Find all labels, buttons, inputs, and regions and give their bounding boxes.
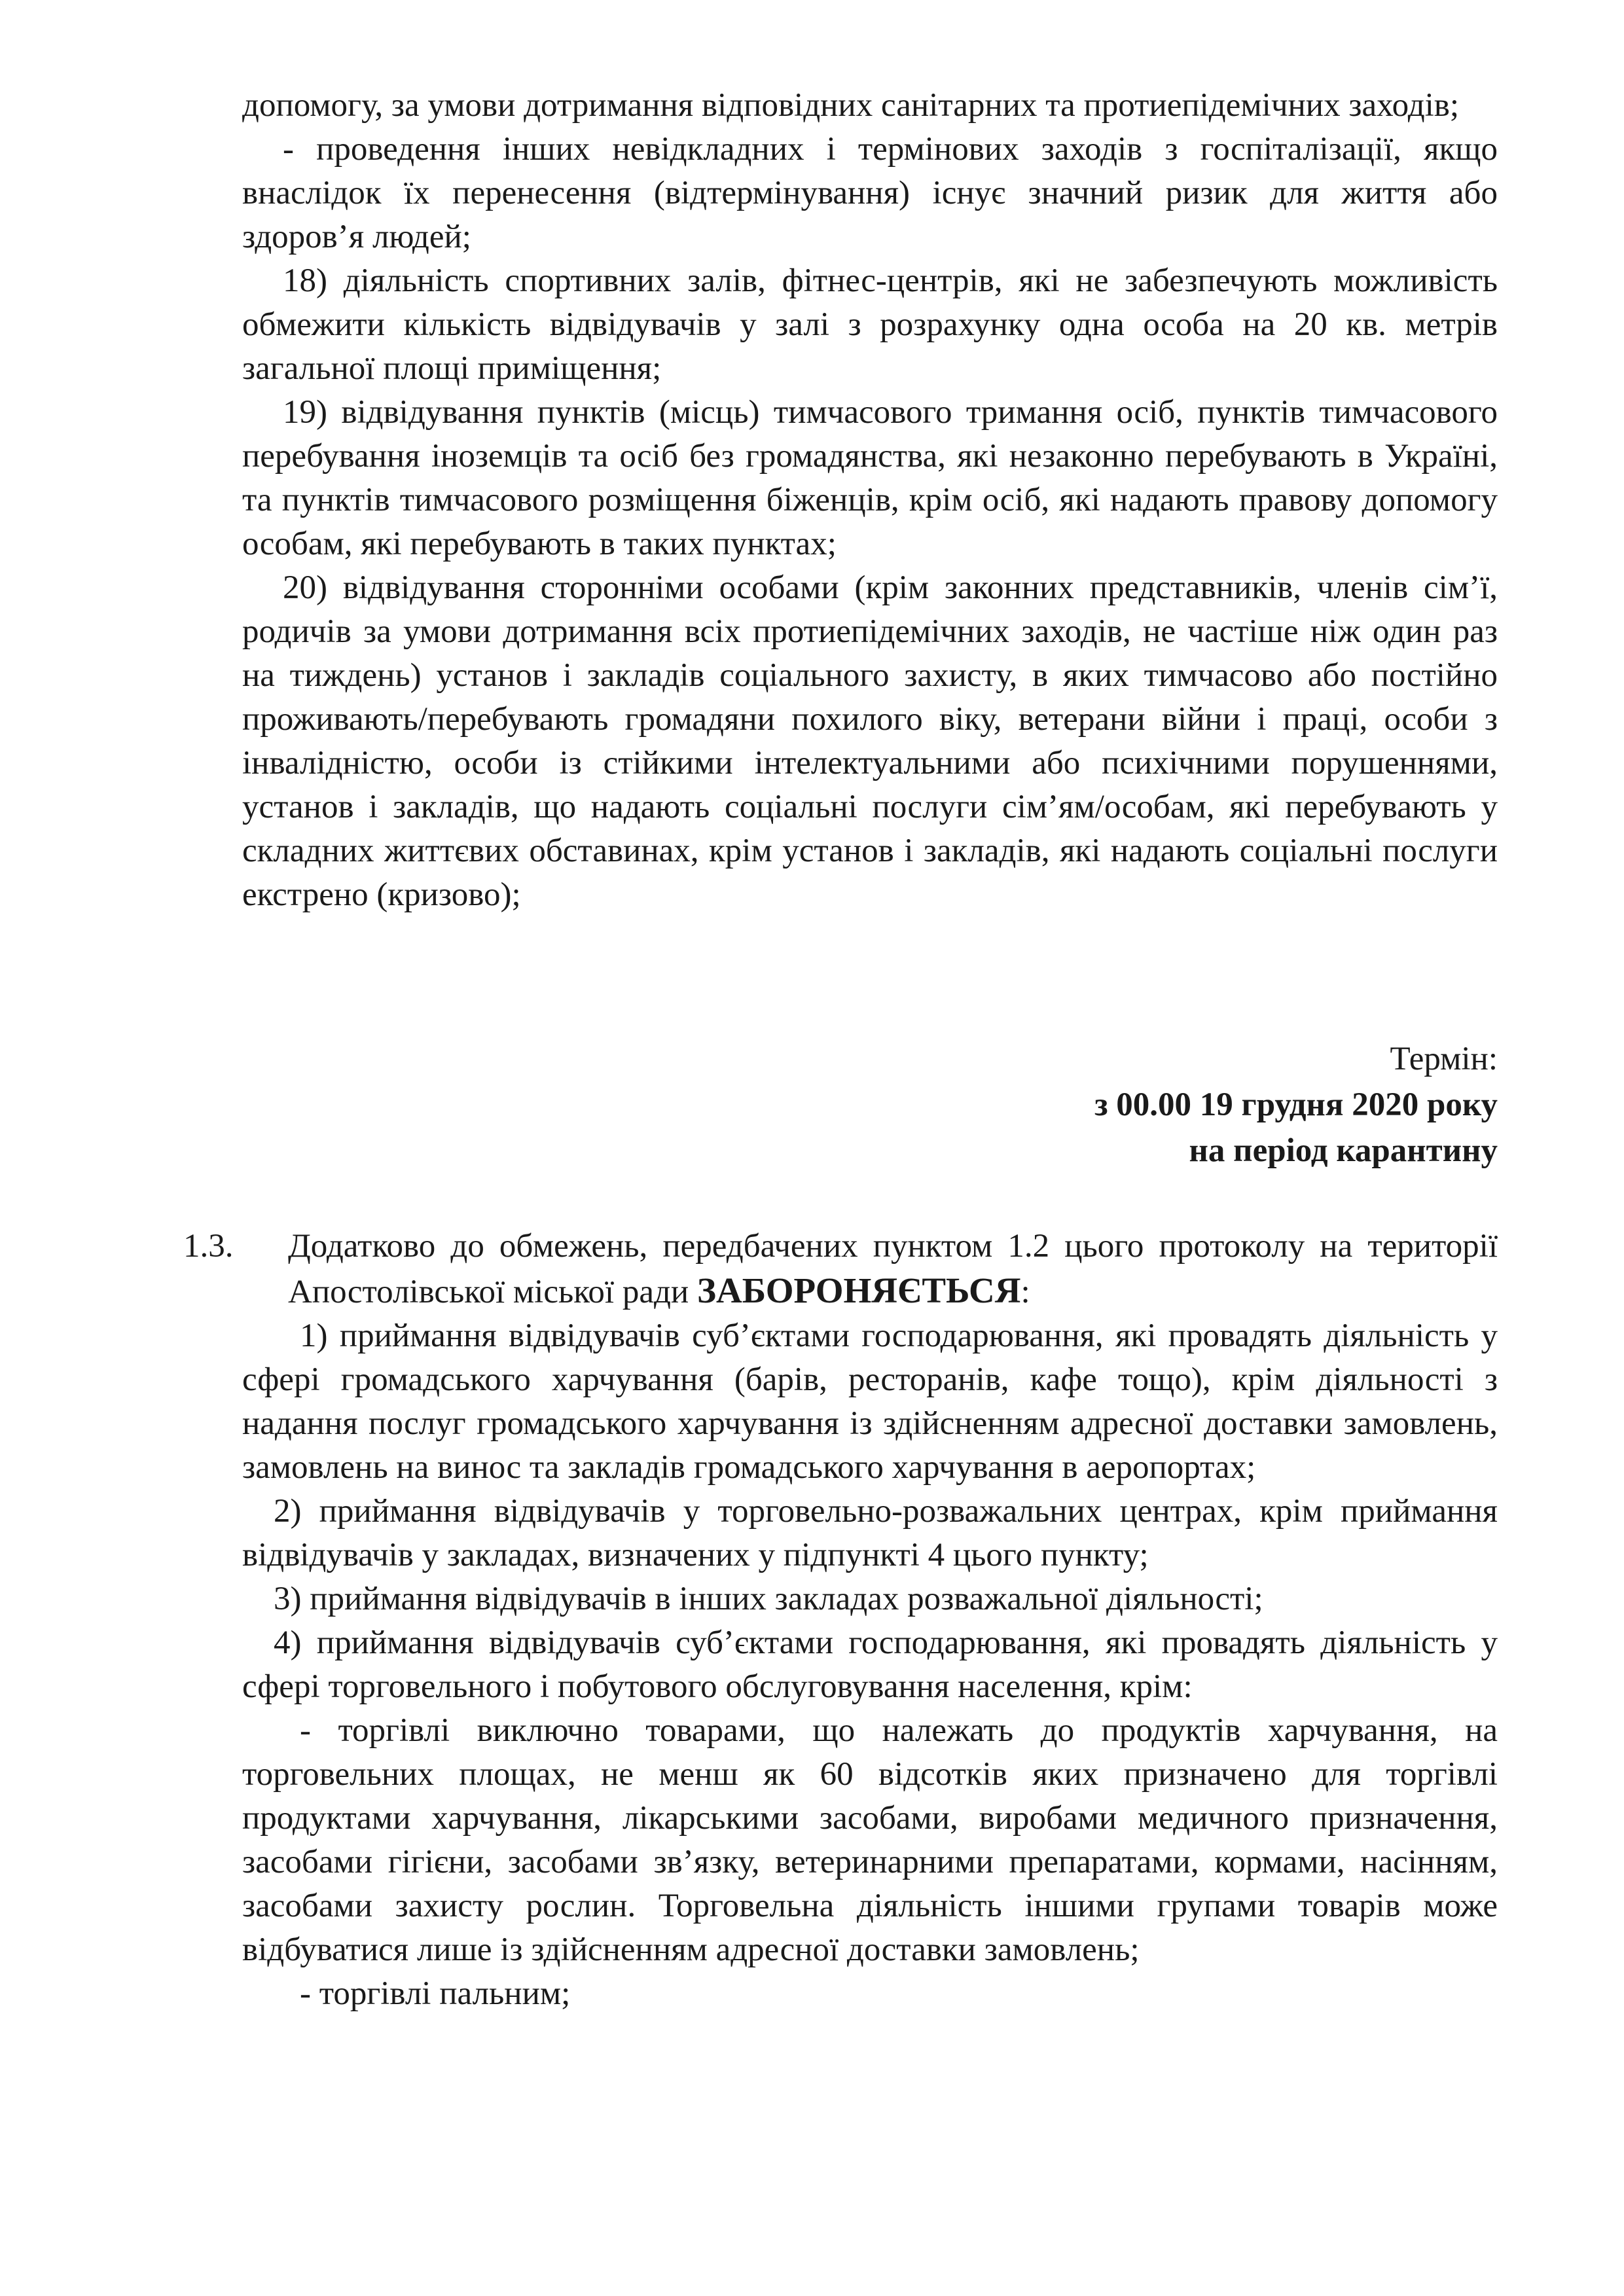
section-item-3: 3) приймання відвідувачів в інших закладах розважальної діяльності; [274, 1581, 1263, 1617]
paragraph-item-18: 18) діяльність спортивних залів, фітнес-центрів, які не забезпечують можливість обмежити кількість відвідувачів у залі з розрахунку одна особа на 20 кв. метрів загальної площі приміщення; [242, 262, 1498, 387]
term-period: на період карантину [1189, 1132, 1498, 1169]
term-label: Термін: [1390, 1041, 1498, 1077]
section-intro-text: Додатково до обмежень, передбачених пунктом 1.2 цього протоколу на території Апостолівської міської ради [288, 1228, 1498, 1310]
section-intro [288, 1225, 1498, 1314]
term-block [242, 1036, 1498, 1174]
section-number: 1.3. [183, 1228, 234, 1265]
paragraph-hospitalization: - проведення інших невідкладних і термінових заходів з госпіталізації, якщо внаслідок їх перенесення (відтермінування) існує значний ризик для життя або здоров’я людей; [242, 131, 1498, 255]
section-item-4: 4) приймання відвідувачів суб’єктами господарювання, які провадять діяльність у сфері торговельного і побутового обслуговування населення, крім: [242, 1624, 1498, 1705]
section-1-3 [183, 1225, 1498, 2016]
paragraph-item-19: 19) відвідування пунктів (місць) тимчасового тримання осіб, пунктів тимчасового перебування іноземців та осіб без громадянства, які незаконно перебувають в Україні, та пунктів тимчасового розміщення біженців, крім осіб, які надають правову допомогу особам, які перебувають в таких пунктах; [242, 394, 1498, 562]
paragraph-item-20: 20) відвідування сторонніми особами (крім законних представників, членів сім’ї, родичів за умови дотримання всіх протиепідемічних заходів, не частіше ніж один раз на тиждень) установ і закладів соціального захисту, в яких тимчасово або постійно проживають/перебувають громадяни похилого віку, ветерани війни і праці, особи з інвалідністю, особи із стійкими інтелектуальними або психічними порушеннями, установ і закладів, що надають соціальні послуги сім’ям/особам, які перебувають у складних життєвих обставинах, крім установ і закладів, які надають соціальні послуги екстрено (кризово); [242, 569, 1498, 913]
section-heading [183, 1225, 1498, 1314]
section-item-2: 2) приймання відвідувачів у торговельно-розважальних центрах, крім приймання відвідувачів у закладах, визначених у підпункті 4 цього пункту; [242, 1493, 1498, 1573]
document-page [183, 84, 1498, 2016]
section-items [242, 1314, 1498, 2016]
section-item-1: 1) приймання відвідувачів суб’єктами господарювання, які провадять діяльність у сфері громадського харчування (барів, ресторанів, кафе тощо), крім діяльності з надання послуг громадського харчування із здійсненням адресної доставки замовлень, замовлень на винос та закладів громадського харчування в аеропортах; [242, 1318, 1498, 1486]
section-subitem-fuel: - торгівлі пальним; [300, 1975, 571, 2012]
paragraph-continuation: допомогу, за умови дотримання відповідних санітарних та протиепідемічних заходів; [242, 87, 1460, 124]
section-subitem-food: - торгівлі виключно товарами, що належать до продуктів харчування, на торговельних площах, не менш як 60 відсотків яких призначено для торгівлі продуктами харчування, лікарськими засобами, виробами медичного призначення, засобами гігієни, засобами зв’язку, ветеринарними препаратами, кормами, насінням, засобами захисту рослин. Торговельна діяльність іншими групами товарів може відбуватися лише із здійсненням адресної доставки замовлень; [242, 1712, 1498, 1968]
section-intro-end: : [1020, 1274, 1030, 1310]
section-intro-bold: ЗАБОРОНЯЄТЬСЯ [696, 1270, 1021, 1310]
term-date: з 00.00 19 грудня 2020 року [1094, 1086, 1498, 1123]
